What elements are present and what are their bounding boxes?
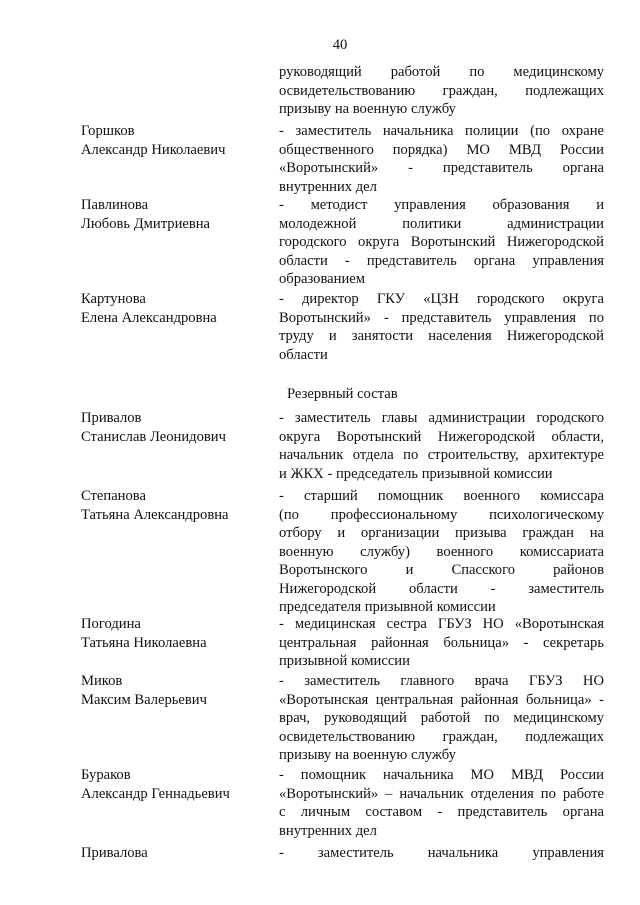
given-names: Станислав Леонидович xyxy=(81,428,226,445)
surname: Погодина xyxy=(81,616,141,632)
description-line: - заместитель главного врача ГБУЗ НО xyxy=(279,673,604,689)
description-line: центральная районная больница» - секретарь xyxy=(279,634,604,651)
description-line: председателя призывной комиссии xyxy=(279,599,496,615)
surname: Привалов xyxy=(81,410,142,426)
surname: Павлинова xyxy=(81,197,149,213)
member-description xyxy=(279,290,604,364)
description-line: освидетельствованию граждан, подлежащих xyxy=(279,82,604,99)
surname: Бураков xyxy=(81,767,131,783)
description-line: - заместитель начальника управления xyxy=(279,845,604,861)
description-line: «Воротынская центральная районная больница» - xyxy=(279,691,604,708)
member-name xyxy=(81,487,271,524)
member-description xyxy=(279,844,604,863)
given-names: Александр Николаевич xyxy=(81,141,226,158)
given-names: Максим Валерьевич xyxy=(81,691,207,708)
description-line: «Воротынский» - представитель органа xyxy=(279,160,604,176)
description-line: - старший помощник военного комиссара xyxy=(279,488,604,504)
surname: Миков xyxy=(81,673,123,689)
description-line: (по профессиональному психологическому xyxy=(279,506,604,523)
description-line: внутренних дел xyxy=(279,178,377,195)
description-line: - директор ГКУ «ЦЗН городского округа xyxy=(279,291,604,307)
description-line: внутренних дел xyxy=(279,822,377,839)
member-description xyxy=(279,122,604,196)
member-description xyxy=(279,766,604,840)
member-description xyxy=(279,409,604,483)
member-name xyxy=(81,766,271,803)
given-names: Александр Геннадьевич xyxy=(81,785,230,802)
description-line: городского округа Воротынский Нижегородской xyxy=(279,234,604,250)
description-line: отбору и организации призыва граждан на xyxy=(279,525,604,541)
member-name xyxy=(81,615,271,652)
reserve-section-title: Резервный состав xyxy=(287,386,398,402)
description-line: освидетельствованию граждан, подлежащих xyxy=(279,728,604,745)
member-description xyxy=(279,487,604,617)
surname: Привалова xyxy=(81,845,148,861)
description-line: врач, руководящий работой по медицинскому xyxy=(279,710,604,726)
description-line: - методист управления образования и xyxy=(279,197,604,213)
member-description xyxy=(279,196,604,289)
description-line: «Воротынский» – начальник отделения по работе xyxy=(279,785,604,802)
description-line: призывной комиссии xyxy=(279,653,410,669)
description-line: и ЖКХ - председатель призывной комиссии xyxy=(279,465,553,482)
description-line: молодежной политики администрации xyxy=(279,215,604,232)
description-line: - медицинская сестра ГБУЗ НО «Воротынская xyxy=(279,616,604,632)
description-line: Нижегородской области - заместитель xyxy=(279,580,604,597)
member-name xyxy=(81,290,271,327)
member-description xyxy=(279,615,604,671)
given-names: Татьяна Александровна xyxy=(81,506,229,523)
description-line: образованием xyxy=(279,271,365,287)
member-name xyxy=(81,409,271,446)
description-line: округа Воротынский Нижегородской области, xyxy=(279,428,604,445)
description-line: Воротынский» - представитель управления по xyxy=(279,309,604,326)
description-line: общественного порядка) МО МВД России xyxy=(279,141,604,158)
description-line: - заместитель главы администрации городского xyxy=(279,410,604,426)
member-name xyxy=(81,122,271,159)
description-line: области xyxy=(279,346,328,363)
member-name xyxy=(81,844,271,863)
member-description xyxy=(279,672,604,765)
page-number: 40 xyxy=(332,37,348,53)
member-name xyxy=(81,672,271,709)
description-line: руководящий работой по медицинскому xyxy=(279,64,604,80)
given-names: Татьяна Николаевна xyxy=(81,634,207,651)
description-line: - помощник начальника МО МВД России xyxy=(279,767,604,783)
description-line: начальник отдела по строительству, архитектуре xyxy=(279,447,604,463)
description-line: Воротынского и Спасского районов xyxy=(279,562,604,578)
description-line: призыву на военную службу xyxy=(279,101,456,117)
description-line: с личным составом - представитель органа xyxy=(279,804,604,820)
surname: Степанова xyxy=(81,488,146,504)
description-line: призыву на военную службу xyxy=(279,747,456,763)
given-names: Любовь Дмитриевна xyxy=(81,215,211,232)
description-line: - заместитель начальника полиции (по охране xyxy=(279,123,604,139)
member-name xyxy=(81,196,271,233)
description-line: области - представитель органа управления xyxy=(279,252,604,269)
description-line: военную службу) военного комиссариата xyxy=(279,543,604,560)
continuation-description xyxy=(279,63,604,119)
given-names: Елена Александровна xyxy=(81,309,217,326)
description-line: труду и занятости населения Нижегородской xyxy=(279,328,604,344)
surname: Картунова xyxy=(81,291,146,307)
surname: Горшков xyxy=(81,123,135,139)
